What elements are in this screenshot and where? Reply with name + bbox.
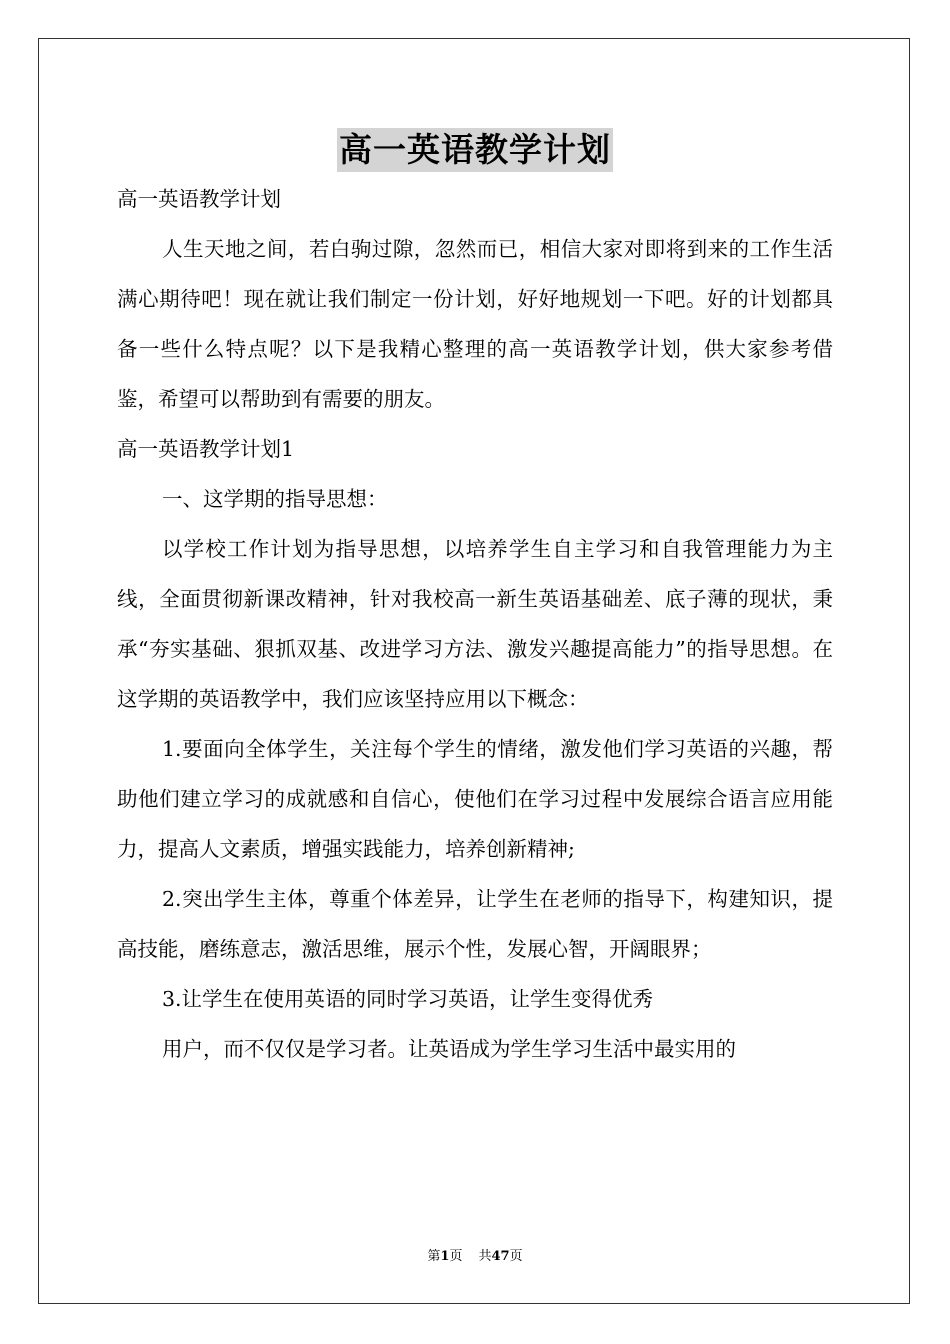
page-prefix: 第 (427, 1249, 441, 1264)
subtitle-paragraph: 高一英语教学计划 (117, 187, 281, 211)
concept-item-3: 3.让学生在使用英语的同时学习英语，让学生变得优秀 (162, 987, 654, 1011)
page-number: 1 (440, 1249, 450, 1264)
guiding-ideology-paragraph: 以学校工作计划为指导思想，以培养学生自主学习和自我管理能力为主线，全面贯彻新课改精神，针对我校高一新生英语基础差、底子薄的现状，秉承“夯实基础、狠抓双基、改进学习方法、激发兴趣提高能力”的指导思想。在这学期的英语教学中，我们应该坚持应用以下概念： (117, 537, 833, 711)
total-prefix: 共 (478, 1249, 492, 1264)
concept-item-1: 1.要面向全体学生，关注每个学生的情绪，激发他们学习英语的兴趣，帮助他们建立学习的成就感和自信心，使他们在学习过程中发展综合语言应用能力，提高人文素质，增强实践能力，培养创新精神; (117, 737, 833, 861)
title-container (0, 128, 950, 172)
total-suffix: 页 (509, 1249, 523, 1264)
concept-item-3-continued: 用户，而不仅仅是学习者。让英语成为学生学习生活中最实用的 (162, 1037, 736, 1061)
intro-paragraph: 人生天地之间，若白驹过隙，忽然而已，相信大家对即将到来的工作生活满心期待吧！现在就让我们制定一份计划，好好地规划一下吧。好的计划都具备一些什么特点呢？以下是我精心整理的高一英语教学计划，供大家参考借鉴，希望可以帮助到有需要的朋友。 (117, 237, 833, 411)
concept-item-2: 2.突出学生主体，尊重个体差异，让学生在老师的指导下，构建知识，提高技能，磨练意志，激活思维，展示个性，发展心智，开阔眼界； (117, 887, 833, 961)
page-footer (0, 1248, 950, 1266)
page-suffix: 页 (449, 1249, 463, 1264)
document-body (117, 174, 833, 1074)
document-title: 高一英语教学计划 (337, 128, 613, 172)
total-pages: 47 (491, 1249, 510, 1264)
section-heading: 高一英语教学计划1 (117, 437, 295, 461)
guiding-ideology-heading: 一、这学期的指导思想： (162, 487, 388, 511)
